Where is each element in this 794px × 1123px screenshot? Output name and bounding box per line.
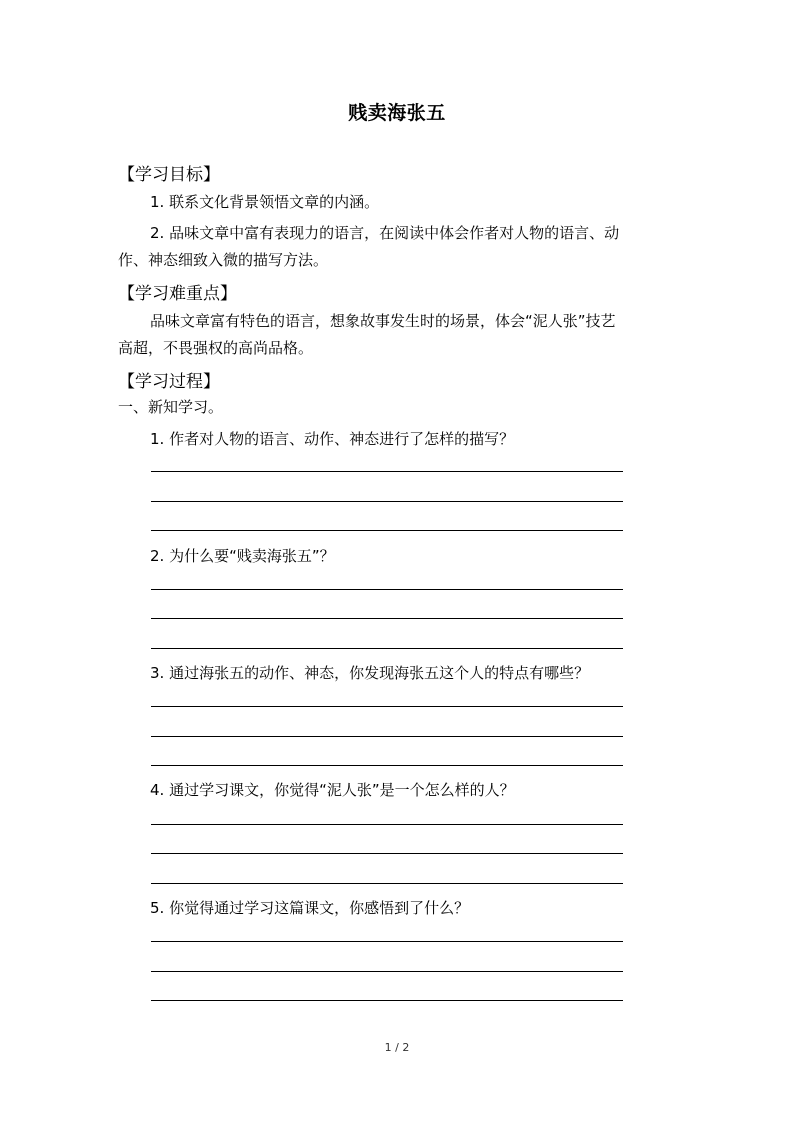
key-points-line-1: 品味文章富有特色的语言，想象故事发生时的场景，体会“泥人张”技艺	[150, 312, 616, 330]
answer-line	[151, 648, 623, 649]
objective-item-2-line-1: 2. 品味文章中富有表现力的语言，在阅读中体会作者对人物的语言、动	[150, 224, 620, 242]
question-5: 5. 你觉得通过学习这篇课文，你感悟到了什么？	[150, 899, 470, 917]
answer-line	[151, 824, 623, 825]
objective-item-2-line-2: 作、神态细致入微的描写方法。	[118, 251, 329, 269]
question-3: 3. 通过海张五的动作、神态，你发现海张五这个人的特点有哪些？	[150, 664, 590, 682]
answer-line	[151, 971, 623, 972]
answer-line	[151, 883, 623, 884]
answer-line	[151, 530, 623, 531]
key-points-heading: 【学习难重点】	[118, 284, 237, 304]
question-1: 1. 作者对人物的语言、动作、神态进行了怎样的描写？	[150, 430, 515, 448]
question-2: 2. 为什么要“贱卖海张五”？	[150, 547, 335, 565]
answer-line	[151, 853, 623, 854]
key-points-line-2: 高超，不畏强权的高尚品格。	[118, 339, 314, 357]
answer-line	[151, 589, 623, 590]
answer-line	[151, 471, 623, 472]
answer-line	[151, 1000, 623, 1001]
answer-line	[151, 765, 623, 766]
document-title: 贱卖海张五	[348, 102, 446, 124]
objective-item-1: 1. 联系文化背景领悟文章的内涵。	[150, 193, 380, 211]
answer-line	[151, 706, 623, 707]
question-4: 4. 通过学习课文，你觉得“泥人张”是一个怎么样的人？	[150, 781, 515, 799]
answer-line	[151, 941, 623, 942]
answer-line	[151, 618, 623, 619]
answer-line	[151, 736, 623, 737]
process-heading: 【学习过程】	[118, 372, 220, 392]
objectives-heading: 【学习目标】	[118, 165, 220, 185]
answer-line	[151, 501, 623, 502]
page-number: 1 / 2	[384, 1041, 410, 1054]
section-new-knowledge: 一、新知学习。	[118, 398, 224, 416]
